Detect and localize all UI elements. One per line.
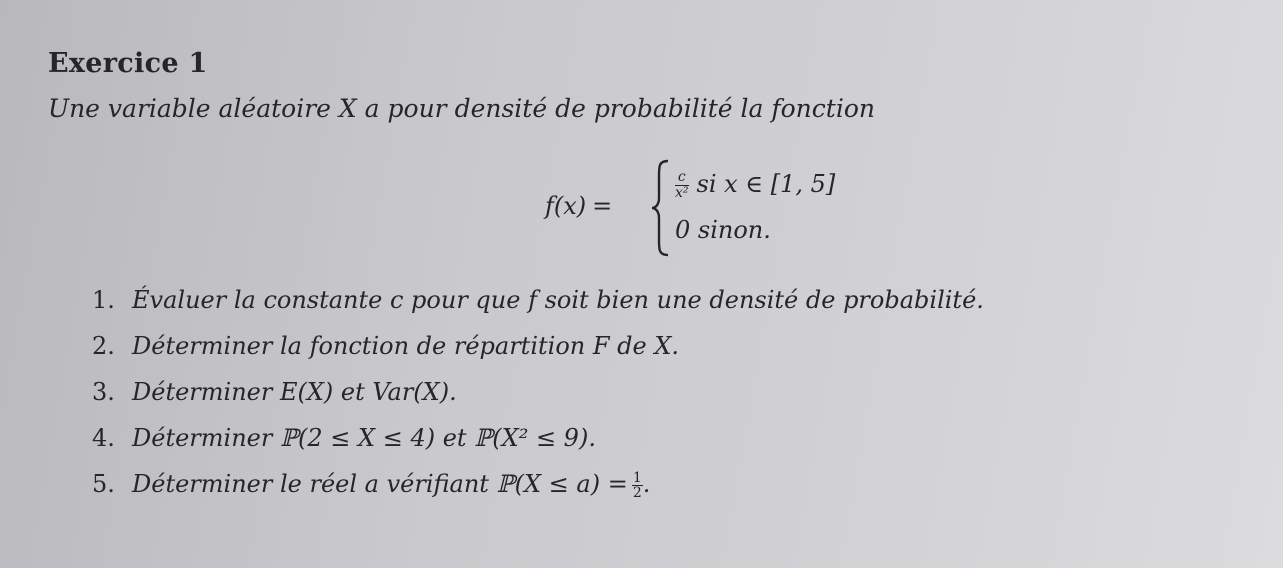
question-item [92,326,984,372]
formula-equals: = [592,192,613,220]
question-text: Déterminer le réel a vérifiant ℙ(X ≤ a) = [132,470,628,498]
fraction-c-over-x2 [675,170,689,201]
exercise-intro: Une variable aléatoire X a pour densité de probabilité la fonction [48,94,875,123]
question-text: Déterminer ℙ(2 ≤ X ≤ 4) et ℙ(X² ≤ 9). [132,424,596,452]
curly-brace-icon [649,158,671,258]
formula-case-1 [675,170,835,201]
fraction-numerator: c [675,170,689,186]
question-text: Déterminer E(X) et Var(X). [132,378,457,406]
question-number: 3. [92,378,115,406]
question-item [92,280,984,326]
question-number: 4. [92,424,115,452]
case-1-condition: si x ∈ [1, 5] [696,170,836,198]
question-tail: . [642,470,651,498]
question-number: 1. [92,286,115,314]
formula-function: f(x) [545,192,587,220]
exercise-title: Exercice 1 [48,48,208,79]
formula-case-2: 0 sinon. [675,216,771,244]
question-number: 5. [92,470,115,498]
question-list [92,280,984,510]
fraction-one-half [632,471,643,500]
question-item [92,464,984,510]
fraction-numerator: 1 [632,470,642,486]
question-text: Évaluer la constante c pour que f soit bien une densité de probabilité. [132,286,984,314]
formula-lhs [545,192,612,220]
question-item [92,372,984,418]
fraction-denominator: 2 [632,485,642,501]
question-item [92,418,984,464]
fraction-denominator: x² [675,185,689,201]
question-text: Déterminer la fonction de répartition F de X. [132,332,680,360]
question-number: 2. [92,332,115,360]
